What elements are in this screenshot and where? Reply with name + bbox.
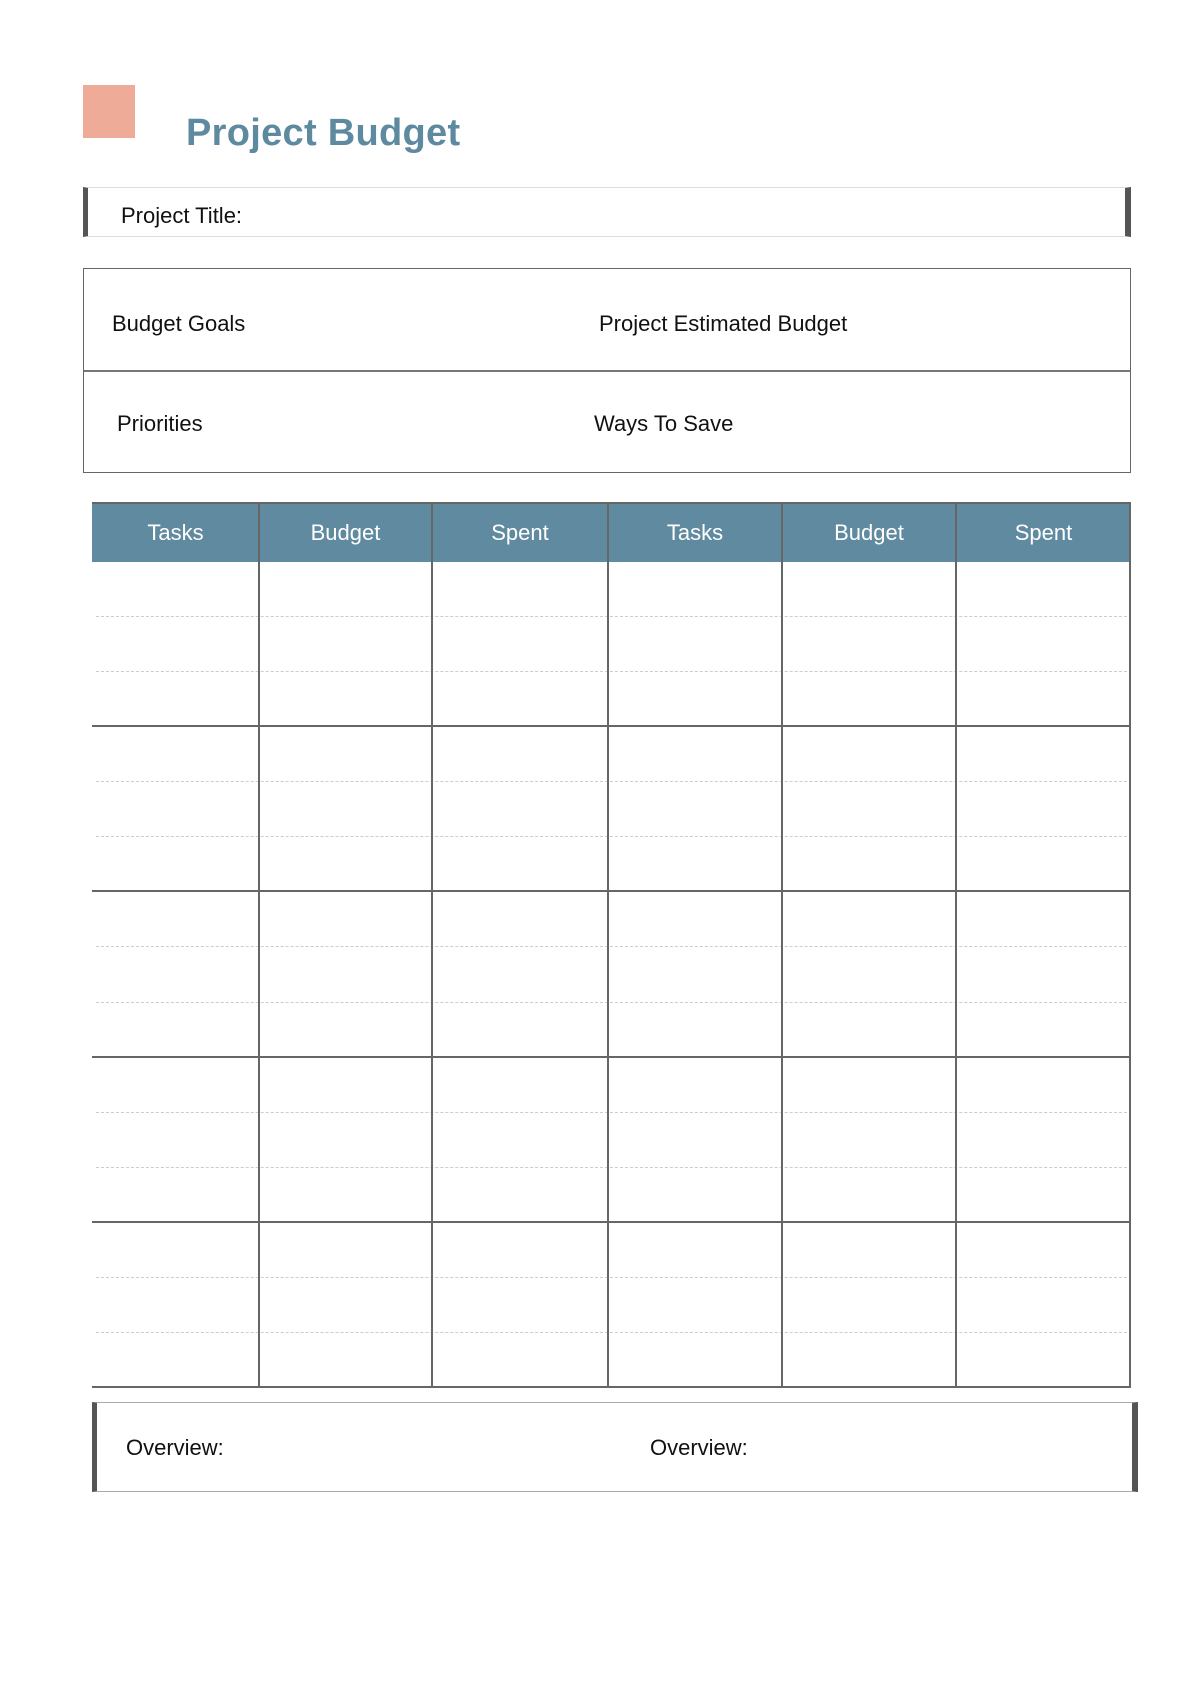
column-divider	[607, 503, 609, 1387]
table-cell[interactable]	[92, 1222, 259, 1387]
budget-goals-label: Budget Goals	[112, 311, 246, 336]
column-header-spent: Spent	[432, 503, 608, 562]
dashed-line	[96, 781, 1127, 782]
table-cell[interactable]	[259, 1222, 432, 1387]
table-cell[interactable]	[432, 726, 608, 891]
table-cell[interactable]	[92, 726, 259, 891]
table-cell[interactable]	[782, 1057, 956, 1222]
table-cell[interactable]	[782, 726, 956, 891]
table-cell[interactable]	[432, 561, 608, 726]
column-header-spent: Spent	[956, 503, 1131, 562]
column-divider	[258, 503, 260, 1387]
dashed-line	[96, 836, 1127, 837]
priorities-label: Priorities	[117, 411, 203, 436]
table-cell[interactable]	[259, 1057, 432, 1222]
dashed-line	[96, 1332, 1127, 1333]
column-header-tasks: Tasks	[92, 503, 259, 562]
dashed-line	[96, 946, 1127, 947]
column-divider	[781, 503, 783, 1387]
table-cell[interactable]	[608, 1222, 782, 1387]
table-cell[interactable]	[956, 1222, 1131, 1387]
table-cell[interactable]	[432, 1222, 608, 1387]
dashed-line	[96, 616, 1127, 617]
table-cell[interactable]	[608, 1057, 782, 1222]
table-cell[interactable]	[956, 726, 1131, 891]
table-cell[interactable]	[956, 561, 1131, 726]
dashed-line	[96, 1167, 1127, 1168]
dashed-line	[96, 1112, 1127, 1113]
column-header-budget: Budget	[259, 503, 432, 562]
project-title-field[interactable]	[83, 187, 1131, 237]
table-cell[interactable]	[782, 1222, 956, 1387]
column-header-tasks: Tasks	[608, 503, 782, 562]
project-title-label: Project Title:	[121, 203, 243, 228]
column-divider	[1129, 503, 1131, 1387]
table-cell[interactable]	[432, 891, 608, 1056]
dashed-line	[96, 1002, 1127, 1003]
overview-label-right: Overview:	[650, 1435, 748, 1460]
table-cell[interactable]	[259, 561, 432, 726]
table-cell[interactable]	[782, 561, 956, 726]
table-cell[interactable]	[608, 726, 782, 891]
column-divider	[955, 503, 957, 1387]
table-cell[interactable]	[92, 1057, 259, 1222]
overview-label-left: Overview:	[126, 1435, 224, 1460]
dashed-line	[96, 1277, 1127, 1278]
table-cell[interactable]	[92, 561, 259, 726]
table-cell[interactable]	[956, 1057, 1131, 1222]
estimated-budget-label: Project Estimated Budget	[599, 311, 848, 336]
accent-square	[83, 85, 135, 138]
table-top-border	[92, 502, 1131, 504]
dashed-line	[96, 671, 1127, 672]
table-cell[interactable]	[782, 891, 956, 1056]
budget-table	[92, 503, 1131, 1387]
table-cell[interactable]	[259, 891, 432, 1056]
table-cell[interactable]	[432, 1057, 608, 1222]
table-cell[interactable]	[956, 891, 1131, 1056]
ways-to-save-label: Ways To Save	[594, 411, 734, 436]
table-cell[interactable]	[92, 891, 259, 1056]
budget-info-box	[83, 268, 1131, 473]
divider	[84, 370, 1130, 372]
overview-box[interactable]	[92, 1402, 1138, 1492]
table-cell[interactable]	[608, 891, 782, 1056]
column-divider	[431, 503, 433, 1387]
table-cell[interactable]	[608, 561, 782, 726]
page-title: Project Budget	[186, 112, 461, 154]
row-divider	[92, 1386, 1131, 1388]
table-cell[interactable]	[259, 726, 432, 891]
column-header-budget: Budget	[782, 503, 956, 562]
